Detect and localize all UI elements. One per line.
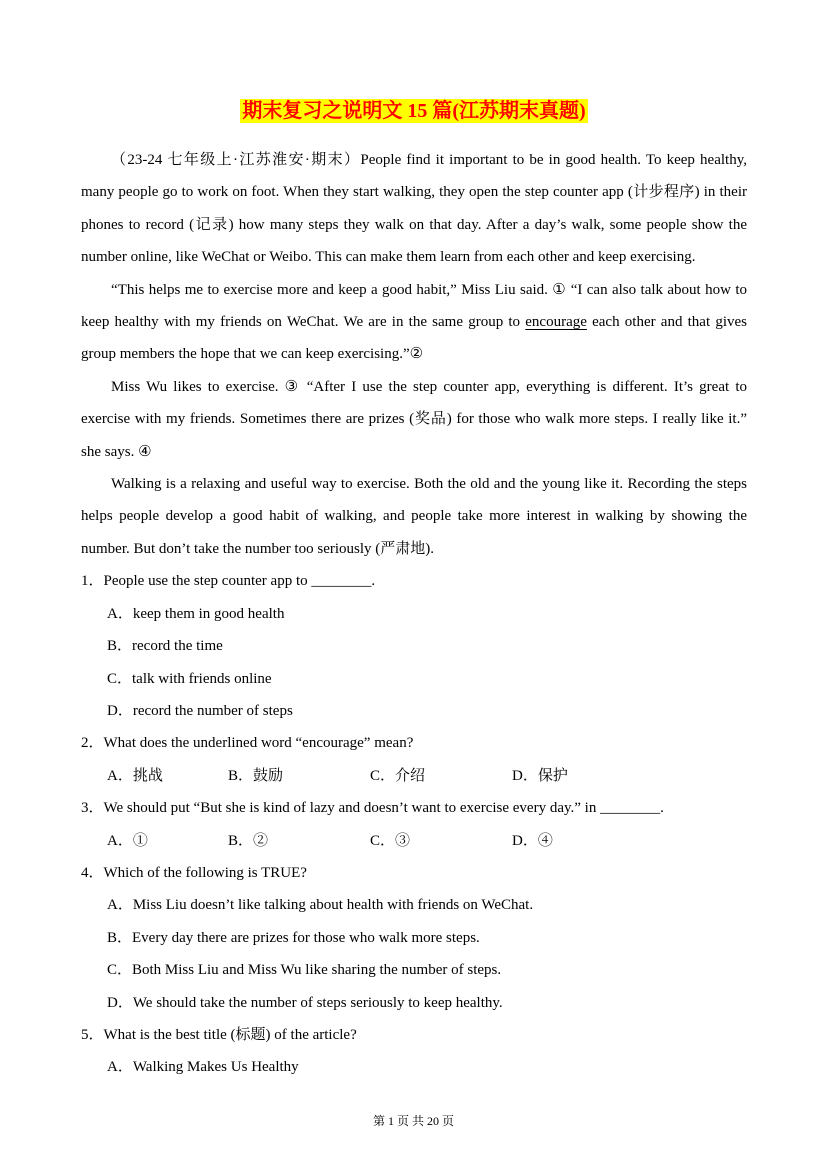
answer-option: C．介绍 — [370, 767, 426, 784]
answer-option: C．Both Miss Liu and Miss Wu like sharing the number of steps. — [107, 962, 502, 979]
answer-option: A．挑战 — [107, 767, 163, 784]
passage-paragraph — [81, 371, 747, 468]
question-stem: 1．People use the step counter app to ________. — [81, 573, 376, 590]
answer-option: A．keep them in good health — [107, 605, 285, 622]
question-stem: 3．We should put “But she is kind of lazy and doesn’t want to exercise every day.” in ________. — [81, 800, 664, 817]
question-4 — [81, 857, 747, 1019]
answer-option: B．record the time — [107, 638, 223, 655]
passage-text: “This helps me to exercise more and keep a good habit,” Miss Liu said. ① “I can also talk about how to keep healthy with my friends on WeChat. We are in the same group to — [81, 281, 747, 331]
passage-text: each other and that gives group members the hope that we can keep exercising.”② — [81, 314, 747, 363]
passage-text: Miss Wu likes to exercise. ③ “After I use the step counter app, everything is different. It’s great to exercise with my friends. Sometimes there are prizes (奖品) for those who walk more steps. I really like it.” she says. ④ — [81, 378, 747, 460]
question-3 — [81, 792, 747, 857]
answer-option: B．鼓励 — [228, 767, 284, 784]
title-text: 期末复习之说明文 15 篇(江苏期末真题) — [242, 100, 586, 122]
question-2 — [81, 727, 747, 792]
options-group — [81, 598, 747, 728]
page-footer — [0, 1113, 827, 1129]
passage-paragraph — [81, 468, 747, 565]
question-1 — [81, 565, 747, 727]
passage-text: （23-24 七年级上·江苏淮安·期末）People find it important to be in good health. To keep healthy, many people go to work on foot. When they start walking, they open the step counter app (计步程序) in their phones to record (记录) how many steps they walk on that day. After a day’s walk, some people show the number online, like WeChat or Weibo. This can make them learn from each other and keep exercising. — [81, 152, 747, 266]
page-number-text: 第 1 页 共 20 页 — [372, 1114, 454, 1128]
answer-option: B．Every day there are prizes for those who walk more steps. — [107, 929, 480, 946]
question-stem: 5．What is the best title (标题) of the article? — [81, 1026, 357, 1043]
answer-option: B．② — [228, 832, 269, 849]
answer-option: C．③ — [370, 832, 411, 849]
answer-option: D．④ — [512, 832, 553, 849]
underlined-word: encourage — [525, 314, 587, 331]
page-title — [81, 95, 747, 128]
passage-text: Walking is a relaxing and useful way to exercise. Both the old and the young like it. Recording the steps helps people develop a good habit of walking, and people take more interest in walking by showing the number. But don’t take the number too seriously (严肃地). — [81, 476, 747, 557]
reading-passage — [81, 144, 747, 565]
answer-option: C．talk with friends online — [107, 670, 272, 687]
options-group — [81, 760, 747, 792]
answer-option: A．① — [107, 832, 148, 849]
options-group — [81, 1051, 747, 1083]
passage-paragraph — [81, 144, 747, 274]
question-stem: 2．What does the underlined word “encourage” mean? — [81, 735, 414, 752]
question-5 — [81, 1019, 747, 1084]
answer-option: D．保护 — [512, 767, 568, 784]
answer-option: D．We should take the number of steps seriously to keep healthy. — [107, 994, 503, 1011]
question-list — [81, 565, 747, 1084]
passage-paragraph — [81, 274, 747, 371]
answer-option: A．Walking Makes Us Healthy — [107, 1059, 299, 1076]
question-stem: 4．Which of the following is TRUE? — [81, 864, 307, 881]
options-group — [81, 889, 747, 1019]
answer-option: D．record the number of steps — [107, 702, 293, 719]
answer-option: A．Miss Liu doesn’t like talking about health with friends on WeChat. — [107, 897, 534, 914]
options-group — [81, 825, 747, 857]
